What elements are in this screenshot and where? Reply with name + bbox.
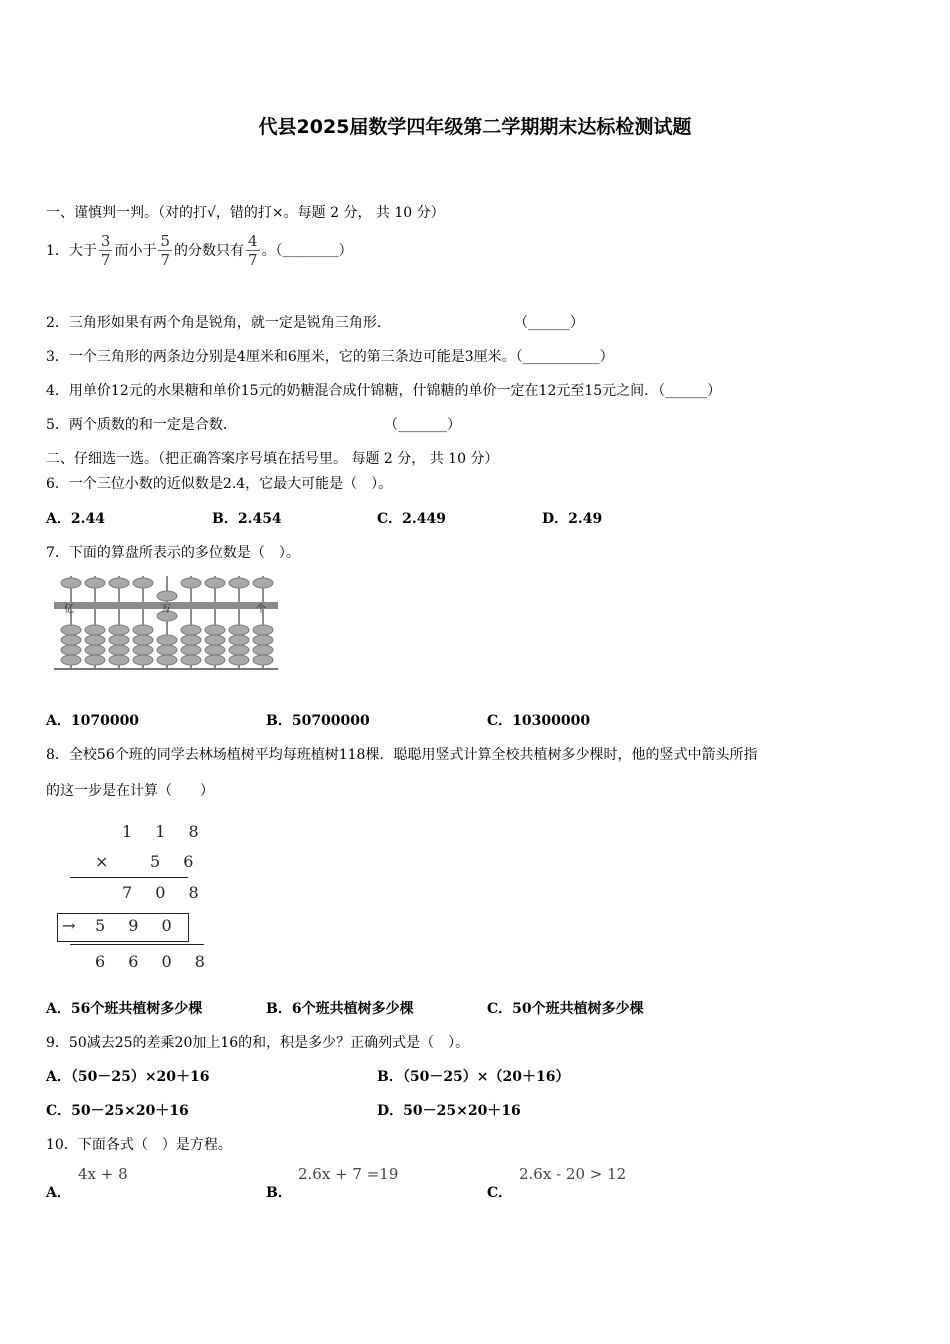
question-9: 9．50减去25的差乘20加上16的和，积是多少？正确列式是（ ）。: [46, 1035, 470, 1051]
abacus-upper-bead: [253, 578, 273, 588]
calc-times-sign: ×: [95, 852, 109, 871]
q5-open: （: [384, 417, 398, 433]
question-7: 7．下面的算盘所表示的多位数是（ ）。: [46, 545, 300, 561]
abacus-lower-bead: [109, 655, 129, 665]
q8-option-a[interactable]: A．56个班共植树多少棵: [46, 1001, 203, 1017]
q9-option-c[interactable]: C．50－25×20＋16: [46, 1103, 189, 1119]
section1-heading: 一、谨慎判一判。（对的打√，错的打×。每题 2 分， 共 10 分）: [46, 205, 445, 221]
abacus-lower-bead: [181, 655, 201, 665]
q6-option-d[interactable]: D．2.49: [542, 511, 603, 527]
abacus-lower-bead: [157, 655, 177, 665]
q4-blank[interactable]: ______: [665, 383, 708, 399]
q10-option-c-label[interactable]: C．: [487, 1185, 513, 1201]
abacus-lower-bead: [229, 655, 249, 665]
question-6: 6．一个三位小数的近似数是2.4，它最大可能是（ ）。: [46, 476, 393, 492]
fraction-4-7: [246, 232, 260, 269]
abacus-lower-bead: [133, 655, 153, 665]
q1-blank[interactable]: ________: [282, 242, 339, 258]
q8-option-c[interactable]: C．50个班共植树多少棵: [487, 1001, 644, 1017]
abacus-lower-bead: [85, 645, 105, 655]
abacus-lower-bead: [205, 635, 225, 645]
q10-expr-b: 2.6x + 7 =19: [298, 1165, 399, 1183]
calc-arrow: →: [62, 916, 76, 935]
question-8-line2: 的这一步是在计算（ ）: [46, 783, 214, 799]
abacus-lower-bead: [205, 625, 225, 635]
q2-close: ）: [570, 315, 584, 331]
q2-open: （: [514, 315, 528, 331]
q5-answer: [384, 414, 461, 434]
abacus-lower-bead: [109, 625, 129, 635]
abacus-lower-bead: [229, 645, 249, 655]
abacus-lower-bead: [61, 645, 81, 655]
q10-option-a-label[interactable]: A．: [46, 1185, 71, 1201]
q2-answer: [514, 312, 584, 332]
q3-blank[interactable]: ___________: [522, 349, 600, 365]
q5-blank[interactable]: _______: [398, 417, 447, 433]
q2-blank[interactable]: ______: [528, 315, 570, 331]
q1-n3: 4: [248, 231, 258, 250]
q1-pre: 1．大于: [46, 243, 97, 259]
question-2: [46, 312, 391, 332]
abacus-lower-bead: [229, 625, 249, 635]
abacus-lower-bead: [133, 625, 153, 635]
q1-post: 。（: [261, 243, 283, 259]
q1-d1: 7: [100, 250, 111, 269]
fraction-5-7: [158, 232, 172, 269]
abacus-lower-bead: [85, 625, 105, 635]
question-10: 10．下面各式（ ）是方程。: [46, 1137, 232, 1153]
q1-mid1: 而小于: [114, 243, 157, 259]
fraction-3-7: [99, 232, 113, 269]
abacus-label-wan: 万: [161, 604, 171, 615]
abacus-lower-bead: [181, 645, 201, 655]
q10-expr-a: 4x + 8: [78, 1165, 128, 1183]
q5-close: ）: [447, 417, 461, 433]
abacus-lower-bead: [85, 635, 105, 645]
abacus-figure: [50, 572, 282, 672]
q7-option-b[interactable]: B．50700000: [266, 713, 370, 729]
abacus-lower-bead: [181, 635, 201, 645]
q10-expr-c: 2.6x - 20 > 12: [519, 1165, 627, 1183]
question-1: [46, 226, 353, 274]
q9-option-d[interactable]: D．50－25×20＋16: [377, 1103, 521, 1119]
abacus-lower-bead: [109, 635, 129, 645]
q7-option-c[interactable]: C．10300000: [487, 713, 591, 729]
q2-text: 2．三角形如果有两个角是锐角，就一定是锐角三角形．: [46, 315, 391, 331]
calc-line-1: [70, 877, 188, 878]
page-title: 代县2025届数学四年级第二学期期末达标检测试题: [258, 116, 692, 138]
q1-n1: 3: [100, 231, 111, 250]
abacus-lower-bead: [253, 645, 273, 655]
abacus-label-ge: 个: [256, 604, 266, 615]
q1-mid2: 的分数只有: [174, 243, 245, 259]
q3-close: ）: [599, 349, 614, 365]
q10-option-b-label[interactable]: B．: [266, 1185, 292, 1201]
q6-option-c[interactable]: C．2.449: [377, 511, 446, 527]
q7-option-a[interactable]: A．1070000: [46, 713, 140, 729]
abacus-lower-bead: [157, 645, 177, 655]
abacus-upper-bead: [85, 578, 105, 588]
abacus-lower-bead: [205, 645, 225, 655]
q6-option-b[interactable]: B．2.454: [212, 511, 282, 527]
q5-text: 5．两个质数的和一定是合数．: [46, 417, 237, 433]
calc-row-590: 5 9 0: [95, 916, 181, 935]
q9-option-a[interactable]: A．（50－25）×20＋16: [46, 1069, 210, 1085]
abacus-lower-bead: [133, 635, 153, 645]
abacus-lower-bead: [157, 635, 177, 645]
q1-d2: 7: [160, 250, 171, 269]
abacus-lower-bead: [61, 625, 81, 635]
abacus-label-yi: 亿: [64, 604, 74, 615]
abacus-lower-bead: [205, 655, 225, 665]
calc-row-118: 1 1 8: [122, 822, 208, 841]
abacus-lower-bead: [253, 655, 273, 665]
q1-n2: 5: [160, 231, 171, 250]
calc-row-56: 5 6: [150, 852, 203, 871]
abacus-upper-bead: [205, 578, 225, 588]
calc-row-708: 7 0 8: [122, 883, 208, 902]
abacus-lower-bead: [85, 655, 105, 665]
abacus-lower-bead: [253, 625, 273, 635]
q1-d3: 7: [248, 250, 258, 269]
abacus-lower-bead: [61, 655, 81, 665]
abacus-upper-bead: [109, 578, 129, 588]
abacus-upper-bead: [229, 578, 249, 588]
q6-option-a[interactable]: A．2.44: [46, 511, 105, 527]
section2-heading: 二、仔细选一选。（把正确答案序号填在括号里。 每题 2 分， 共 10 分）: [46, 451, 499, 467]
calc-row-6608: 6 6 0 8: [95, 952, 214, 971]
abacus-lower-bead: [109, 645, 129, 655]
abacus-lower-bead: [133, 645, 153, 655]
abacus-upper-bead: [157, 591, 177, 601]
abacus-upper-bead: [133, 578, 153, 588]
q3-text: 3．一个三角形的两条边分别是4厘米和6厘米，它的第三条边可能是3厘米。（: [46, 349, 523, 365]
abacus-lower-bead: [229, 635, 249, 645]
q4-text: 4．用单价12元的水果糖和单价15元的奶糖混合成什锦糖，什锦糖的单价一定在12元至15元之间．（: [46, 383, 666, 399]
question-8-line1: 8．全校56个班的同学去林场植树平均每班植树118棵．聪聪用竖式计算全校共植树多少棵时，他的竖式中箭头所指: [46, 747, 758, 763]
question-4: [46, 380, 721, 400]
abacus-lower-bead: [253, 635, 273, 645]
abacus-upper-bead: [61, 578, 81, 588]
abacus-lower-bead: [181, 625, 201, 635]
question-5: [46, 414, 237, 434]
q8-option-b[interactable]: B．6个班共植树多少棵: [266, 1001, 414, 1017]
calc-line-2: [70, 944, 204, 945]
abacus-lower-bead: [61, 635, 81, 645]
q1-close: ）: [338, 243, 353, 259]
abacus-upper-bead: [181, 578, 201, 588]
q9-option-b[interactable]: B．（50－25）×（20＋16）: [377, 1069, 570, 1085]
question-3: [46, 346, 614, 366]
q4-close: ）: [707, 383, 722, 399]
